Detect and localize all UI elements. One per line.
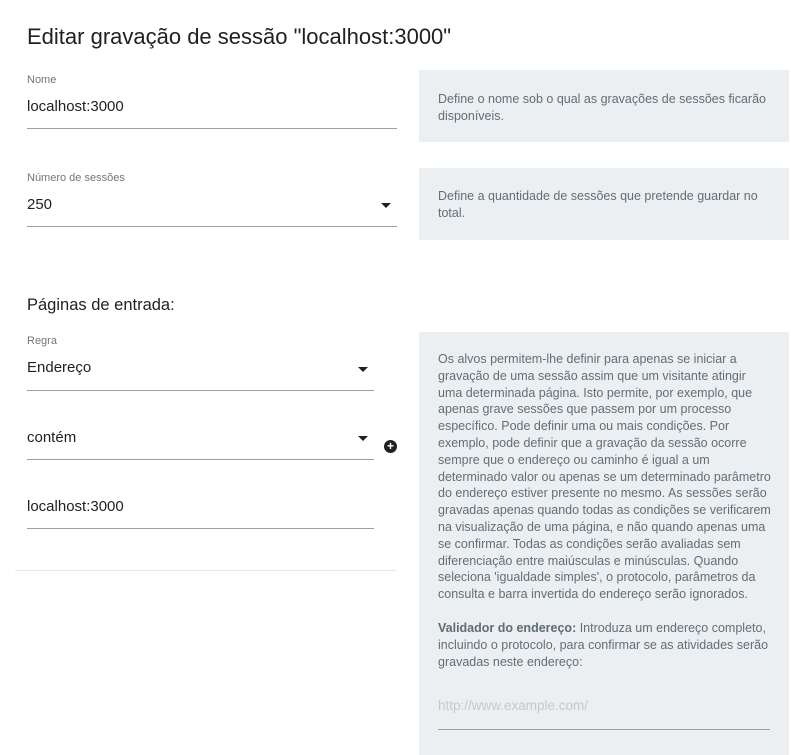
entry-pages-help-box — [419, 332, 789, 755]
name-input[interactable]: localhost:3000 — [27, 98, 124, 115]
name-help-text: Define o nome sob o qual as gravações de sessões ficarão disponíveis. — [438, 92, 766, 123]
url-validator-underline — [438, 729, 770, 730]
pattern-input[interactable]: localhost:3000 — [27, 498, 124, 515]
condition-select[interactable]: contém — [27, 429, 77, 446]
rule-select-underline — [27, 390, 374, 391]
entry-pages-help — [438, 351, 771, 670]
condition-select-underline — [27, 459, 374, 460]
name-field-label: Nome — [27, 74, 57, 86]
validator-paragraph — [438, 620, 771, 670]
rule-select[interactable]: Endereço — [27, 359, 92, 376]
divider — [15, 570, 396, 571]
sessions-select-underline — [27, 226, 397, 227]
name-help-box — [419, 70, 789, 142]
name-input-underline — [27, 128, 397, 129]
page-title: Editar gravação de sessão "localhost:3000" — [27, 24, 452, 49]
rule-field-label: Regra — [27, 335, 57, 347]
entry-pages-help-text: Os alvos permitem-lhe definir para apenas se iniciar a gravação de uma sessão assim que um visitante atingir uma determinada página. Isto permite, por exemplo, que apenas grave sessões que passem por um processo específico. Pode definir uma ou mais condições. Por exemplo, pode definir que a gravação da sessão ocorre sempre que o endereço ou caminho é igual a um determinado valor ou apenas se um determinado parâmetro do endereço estiver presente no mesmo. As sessões serão gravadas apenas quando todas as condições se verificarem na visualização de uma página, e não quando apenas uma se confirmar. Todas as condições serão avaliadas sem diferenciação entre maiúsculas e minúsculas. Quando seleciona 'igualdade simples', o protocolo, parâmetros da consulta e barra invertida do endereço serão ignorados. — [438, 352, 771, 602]
sessions-field-label: Número de sessões — [27, 172, 125, 184]
rule-caret-down-icon[interactable] — [358, 367, 368, 372]
sessions-select[interactable]: 250 — [27, 196, 53, 213]
sessions-help-text: Define a quantidade de sessões que pretende guardar no total. — [438, 189, 758, 220]
condition-caret-down-icon[interactable] — [358, 436, 368, 441]
sessions-caret-down-icon[interactable] — [381, 203, 391, 208]
url-validator-input[interactable]: http://www.example.com/ — [438, 698, 589, 713]
sessions-help-box — [419, 168, 789, 240]
entry-pages-title: Páginas de entrada: — [27, 296, 175, 314]
pattern-input-underline — [27, 528, 374, 529]
validator-label: Validador do endereço: — [438, 620, 577, 635]
plus-circle-icon[interactable]: + — [384, 440, 397, 453]
validator-text: Introduza um endereço completo, incluindo o protocolo, para confirmar se as atividades serão gravadas neste endereço: — [438, 620, 769, 669]
